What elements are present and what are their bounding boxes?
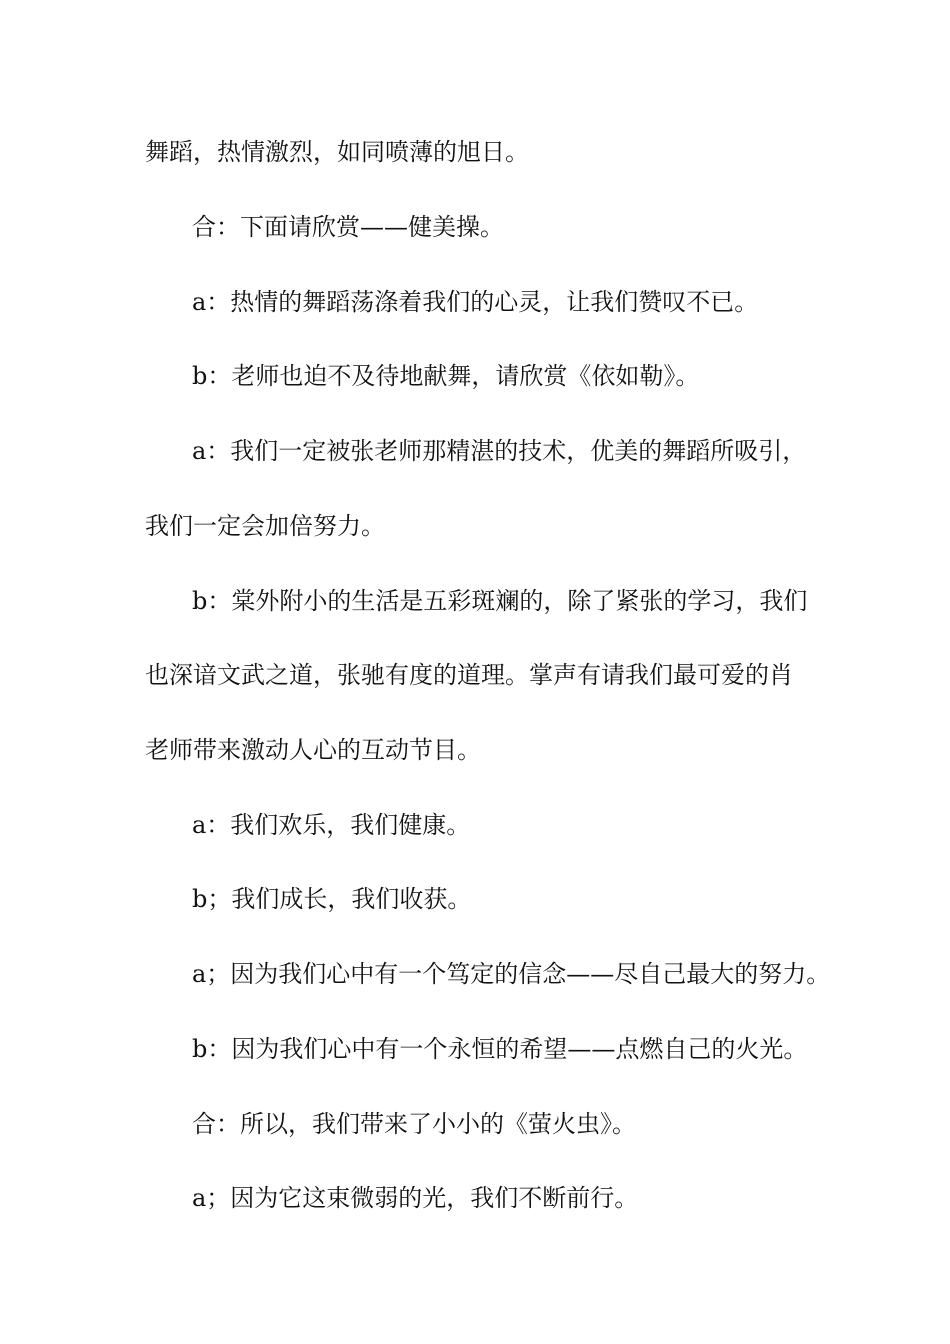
text-line: a：热情的舞蹈荡涤着我们的心灵，让我们赞叹不已。 [192,288,759,316]
text-line: a；因为它这束微弱的光，我们不断前行。 [192,1184,639,1212]
text-line: a：我们欢乐，我们健康。 [192,811,471,839]
text-line: 合：下面请欣赏——健美操。 [192,213,504,241]
text-line: b：老师也迫不及待地献舞，请欣赏《依如勒》。 [192,362,700,390]
text-line: 合：所以，我们带来了小小的《萤火虫》。 [192,1110,636,1138]
text-line: 舞蹈，热情激烈，如同喷薄的旭日。 [145,138,529,166]
text-line: 我们一定会加倍努力。 [145,512,385,540]
text-line: a：我们一定被张老师那精湛的技术，优美的舞蹈所吸引， [192,437,807,465]
text-line: 老师带来激动人心的互动节目。 [145,736,481,764]
text-line: b：棠外附小的生活是五彩斑斓的，除了紧张的学习，我们 [192,587,808,615]
text-line: b：因为我们心中有一个永恒的希望——点燃自己的火光。 [192,1035,808,1063]
text-line: a；因为我们心中有一个笃定的信念——尽自己最大的努力。 [192,960,831,988]
text-line: b；我们成长，我们收获。 [192,885,472,913]
text-line: 也深谙文武之道，张驰有度的道理。掌声有请我们最可爱的肖 [145,661,793,689]
